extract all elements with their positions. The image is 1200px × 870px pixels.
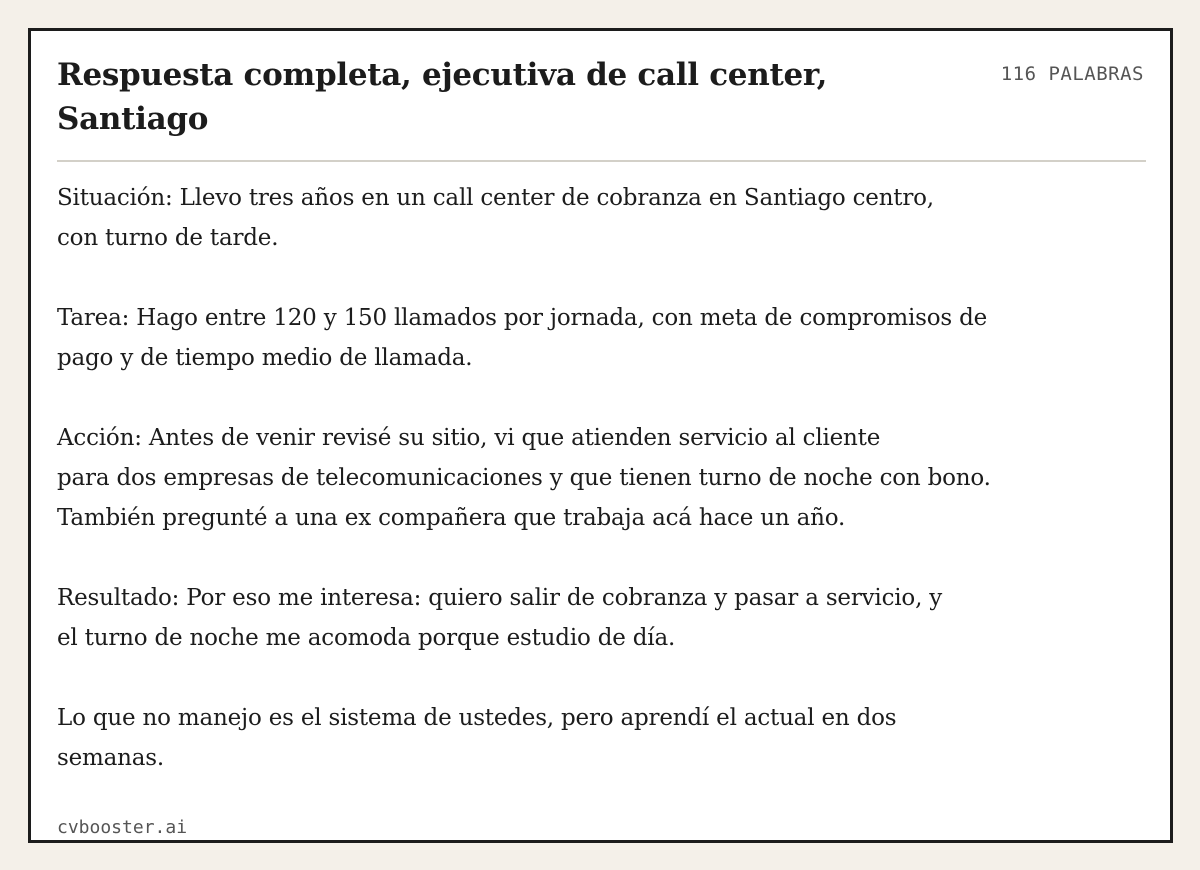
text-line: Tarea: Hago entre 120 y 150 llamados por jornada, con meta de compromisos de [57,305,988,331]
text-line: semanas. [57,745,164,771]
text-line: Resultado: Por eso me interesa: quiero salir de cobranza y pasar a servicio, y [57,585,943,611]
answer-card [28,28,1173,843]
brand-footer: cvbooster.ai [57,817,188,838]
answer-body [57,178,1137,818]
paragraph-situacion [57,178,1137,258]
text-line: pago y de tiempo medio de llamada. [57,345,473,371]
text-line: para dos empresas de telecomunicaciones y que tienen turno de noche con bono. [57,465,991,491]
paragraph-tarea [57,298,1137,378]
paragraph-cierre [57,698,1137,778]
paragraph-accion [57,418,1137,538]
word-count-badge: 116 PALABRAS [1000,63,1144,85]
card-header [57,53,1144,141]
text-line: Situación: Llevo tres años en un call center de cobranza en Santiago centro, [57,185,934,211]
text-line: el turno de noche me acomoda porque estudio de día. [57,625,676,651]
text-line: También pregunté a una ex compañera que trabaja acá hace un año. [57,505,846,531]
header-divider [57,160,1146,162]
text-line: con turno de tarde. [57,225,279,251]
paragraph-resultado [57,578,1137,658]
page-title: Respuesta completa, ejecutiva de call center, Santiago [57,57,828,137]
text-line: Acción: Antes de venir revisé su sitio, vi que atienden servicio al cliente [57,425,881,451]
text-line: Lo que no manejo es el sistema de ustedes, pero aprendí el actual en dos [57,705,897,731]
